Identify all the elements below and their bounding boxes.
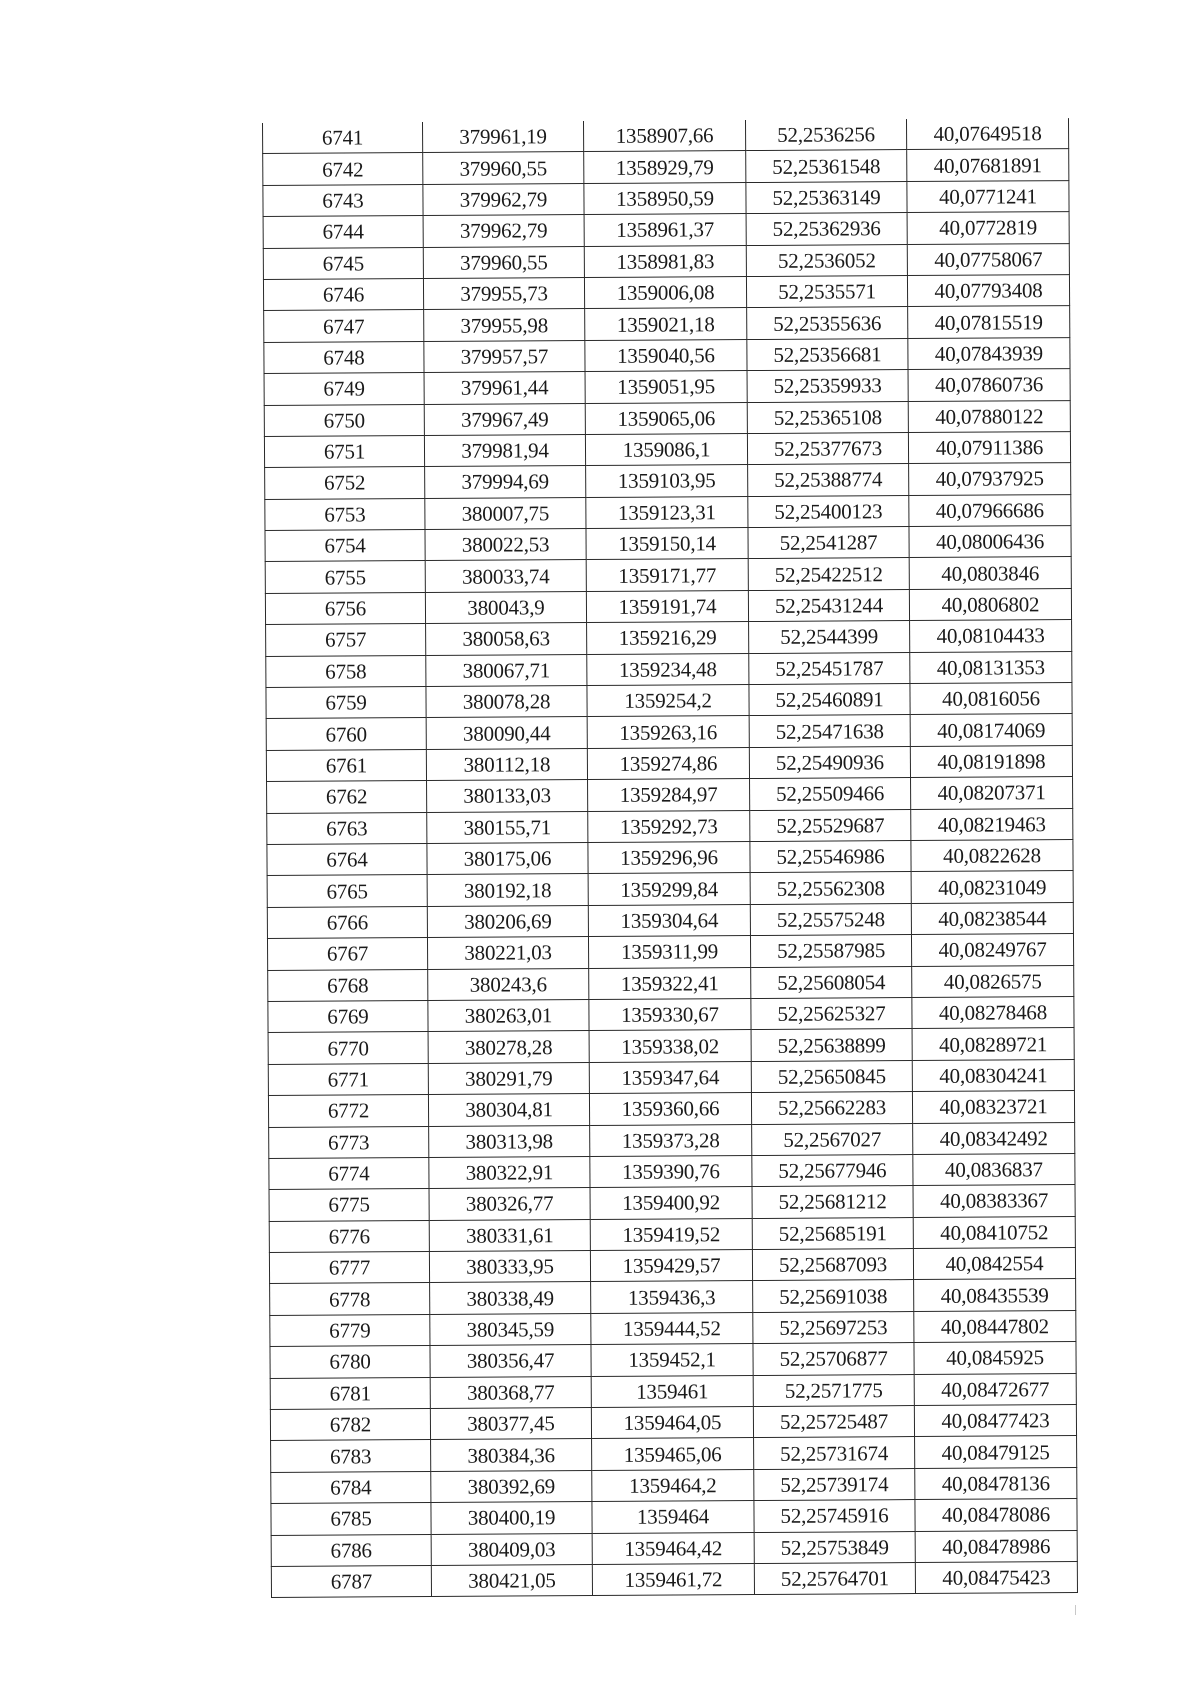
y-coordinate-cell: 1359452,1 [591,1344,753,1376]
latitude-cell: 52,25546986 [750,841,911,873]
y-coordinate-cell: 1359234,48 [587,653,749,685]
latitude-cell: 52,25662283 [751,1092,912,1124]
longitude-cell: 40,0845925 [914,1342,1076,1374]
y-coordinate-cell: 1359464,05 [591,1407,753,1439]
latitude-cell: 52,25562308 [750,872,911,904]
x-coordinate-cell: 379960,55 [423,246,584,278]
latitude-cell: 52,25509466 [750,778,911,810]
x-coordinate-cell: 379955,98 [424,309,585,341]
table-row [263,275,1069,311]
y-coordinate-cell: 1359254,2 [587,685,749,717]
y-coordinate-cell: 1359330,67 [589,998,751,1030]
point-number-cell: 6750 [264,404,424,436]
latitude-cell: 52,25753849 [754,1531,915,1563]
y-coordinate-cell: 1359103,95 [586,465,748,497]
coordinates-table-body [263,118,1078,1598]
x-coordinate-cell: 379957,57 [424,340,585,372]
y-coordinate-cell: 1359216,29 [587,622,749,654]
longitude-cell: 40,08238544 [911,902,1073,934]
x-coordinate-cell: 380368,77 [430,1376,591,1408]
longitude-cell: 40,08478086 [915,1499,1077,1531]
table-row [263,149,1069,185]
latitude-cell: 52,25575248 [750,903,911,935]
latitude-cell: 52,25587985 [750,935,911,967]
x-coordinate-cell: 380175,06 [427,843,588,875]
longitude-cell: 40,08435539 [914,1279,1076,1311]
y-coordinate-cell: 1359006,08 [584,276,746,308]
x-coordinate-cell: 380090,44 [426,717,587,749]
y-coordinate-cell: 1359311,99 [588,936,750,968]
longitude-cell: 40,0806802 [909,588,1071,620]
y-coordinate-cell: 1359461,72 [592,1563,754,1595]
table-row [271,1530,1077,1566]
y-coordinate-cell: 1359347,64 [589,1061,751,1093]
point-number-cell: 6746 [263,278,423,310]
latitude-cell: 52,25361548 [746,150,907,182]
latitude-cell: 52,25745916 [754,1500,915,1532]
longitude-cell: 40,07649518 [906,118,1068,150]
table-row [264,337,1070,373]
table-row [264,306,1070,342]
table-row [265,588,1071,624]
x-coordinate-cell: 380206,69 [427,905,588,937]
table-row [270,1342,1076,1378]
table-row [270,1279,1076,1315]
y-coordinate-cell: 1359461 [591,1375,753,1407]
latitude-cell: 52,25697253 [753,1311,914,1343]
latitude-cell: 52,25431244 [748,589,909,621]
latitude-cell: 52,2571775 [753,1374,914,1406]
y-coordinate-cell: 1359419,52 [590,1218,752,1250]
point-number-cell: 6781 [270,1377,430,1409]
table-row [269,1248,1075,1284]
x-coordinate-cell: 380033,74 [425,560,586,592]
point-number-cell: 6758 [266,655,426,687]
longitude-cell: 40,0822628 [911,840,1073,872]
latitude-cell: 52,25625327 [751,997,912,1029]
latitude-cell: 52,25356681 [747,338,908,370]
point-number-cell: 6761 [266,749,426,781]
x-coordinate-cell: 380345,59 [430,1313,591,1345]
latitude-cell: 52,25725487 [753,1406,914,1438]
table-row [267,840,1073,876]
table-row [263,180,1069,216]
longitude-cell: 40,07843939 [908,337,1070,369]
y-coordinate-cell: 1359464,2 [592,1469,754,1501]
point-number-cell: 6767 [267,938,427,970]
table-row [266,683,1072,719]
table-row [268,965,1074,1001]
x-coordinate-cell: 379981,94 [424,434,585,466]
point-number-cell: 6779 [270,1314,430,1346]
table-row [263,212,1069,248]
x-coordinate-cell: 380058,63 [426,623,587,655]
longitude-cell: 40,07937925 [909,463,1071,495]
x-coordinate-cell: 380263,01 [428,999,589,1031]
y-coordinate-cell: 1359263,16 [587,716,749,748]
point-number-cell: 6783 [271,1440,431,1472]
table-row [263,118,1069,154]
point-number-cell: 6745 [263,247,423,279]
x-coordinate-cell: 380067,71 [426,654,587,686]
x-coordinate-cell: 380384,36 [431,1439,592,1471]
latitude-cell: 52,25731674 [754,1437,915,1469]
y-coordinate-cell: 1359338,02 [589,1030,751,1062]
longitude-cell: 40,08278468 [912,996,1074,1028]
y-coordinate-cell: 1359464 [592,1501,754,1533]
x-coordinate-cell: 380133,03 [427,780,588,812]
latitude-cell: 52,25764701 [754,1563,915,1595]
point-number-cell: 6772 [268,1095,428,1127]
x-coordinate-cell: 380326,77 [429,1188,590,1220]
point-number-cell: 6771 [268,1063,428,1095]
longitude-cell: 40,07758067 [907,243,1069,275]
point-number-cell: 6757 [266,624,426,656]
scan-mark [1075,1605,1076,1615]
y-coordinate-cell: 1359040,56 [585,339,747,371]
latitude-cell: 52,2544399 [749,621,910,653]
longitude-cell: 40,07966686 [909,494,1071,526]
y-coordinate-cell: 1359021,18 [585,308,747,340]
latitude-cell: 52,25422512 [748,558,909,590]
point-number-cell: 6774 [269,1157,429,1189]
longitude-cell: 40,0803846 [909,557,1071,589]
point-number-cell: 6744 [263,216,423,248]
x-coordinate-cell: 380338,49 [430,1282,591,1314]
table-row [265,557,1071,593]
point-number-cell: 6751 [264,435,424,467]
point-number-cell: 6780 [270,1346,430,1378]
y-coordinate-cell: 1358981,83 [584,245,746,277]
y-coordinate-cell: 1359086,1 [585,433,747,465]
table-row [269,1185,1075,1221]
table-row [264,369,1070,405]
latitude-cell: 52,25490936 [749,746,910,778]
table-row [271,1499,1077,1535]
x-coordinate-cell: 380313,98 [429,1125,590,1157]
longitude-cell: 40,08231049 [911,871,1073,903]
y-coordinate-cell: 1359373,28 [590,1124,752,1156]
y-coordinate-cell: 1359065,06 [585,402,747,434]
x-coordinate-cell: 379961,44 [424,372,585,404]
x-coordinate-cell: 380421,05 [431,1564,592,1596]
table-row [266,745,1072,781]
x-coordinate-cell: 380221,03 [427,937,588,969]
latitude-cell: 52,2536052 [746,244,907,276]
point-number-cell: 6762 [267,781,427,813]
latitude-cell: 52,25363149 [746,181,907,213]
y-coordinate-cell: 1359051,95 [585,371,747,403]
longitude-cell: 40,08383367 [913,1185,1075,1217]
latitude-cell: 52,25365108 [747,401,908,433]
table-row [270,1405,1076,1441]
longitude-cell: 40,08475423 [915,1562,1077,1594]
point-number-cell: 6773 [269,1126,429,1158]
point-number-cell: 6775 [269,1189,429,1221]
y-coordinate-cell: 1359400,92 [590,1187,752,1219]
table-row [265,463,1071,499]
longitude-cell: 40,0826575 [912,965,1074,997]
longitude-cell: 40,08478986 [915,1530,1077,1562]
longitude-cell: 40,08472677 [914,1373,1076,1405]
longitude-cell: 40,08289721 [912,1028,1074,1060]
x-coordinate-cell: 380278,28 [428,1031,589,1063]
y-coordinate-cell: 1358929,79 [584,151,746,183]
longitude-cell: 40,07880122 [908,400,1070,432]
latitude-cell: 52,25529687 [750,809,911,841]
table-row [269,1153,1075,1189]
longitude-cell: 40,07860736 [908,369,1070,401]
point-number-cell: 6754 [265,530,425,562]
latitude-cell: 52,25377673 [747,432,908,464]
x-coordinate-cell: 380392,69 [431,1470,592,1502]
y-coordinate-cell: 1359436,3 [591,1281,753,1313]
longitude-cell: 40,07911386 [908,431,1070,463]
point-number-cell: 6743 [263,184,423,216]
longitude-cell: 40,08304241 [912,1059,1074,1091]
latitude-cell: 52,25650845 [751,1060,912,1092]
point-number-cell: 6755 [265,561,425,593]
longitude-cell: 40,08104433 [910,620,1072,652]
point-number-cell: 6765 [267,875,427,907]
longitude-cell: 40,08342492 [913,1122,1075,1154]
latitude-cell: 52,25691038 [753,1280,914,1312]
table-row [266,714,1072,750]
point-number-cell: 6748 [264,341,424,373]
table-row [264,400,1070,436]
y-coordinate-cell: 1359360,66 [589,1093,751,1125]
point-number-cell: 6777 [269,1252,429,1284]
y-coordinate-cell: 1359390,76 [590,1155,752,1187]
coordinates-table [262,118,1078,1598]
latitude-cell: 52,25706877 [753,1343,914,1375]
latitude-cell: 52,2541287 [748,527,909,559]
latitude-cell: 52,25677946 [752,1154,913,1186]
longitude-cell: 40,0771241 [907,180,1069,212]
longitude-cell: 40,07815519 [908,306,1070,338]
y-coordinate-cell: 1359444,52 [591,1312,753,1344]
y-coordinate-cell: 1359322,41 [589,967,751,999]
longitude-cell: 40,08006436 [909,526,1071,558]
x-coordinate-cell: 380400,19 [431,1502,592,1534]
y-coordinate-cell: 1359304,64 [588,904,750,936]
point-number-cell: 6741 [263,122,423,154]
table-row [269,1122,1075,1158]
y-coordinate-cell: 1359150,14 [586,528,748,560]
table-row [269,1216,1075,1252]
x-coordinate-cell: 380243,6 [428,968,589,1000]
longitude-cell: 40,08478136 [915,1467,1077,1499]
latitude-cell: 52,25608054 [751,966,912,998]
longitude-cell: 40,07793408 [907,275,1069,307]
point-number-cell: 6776 [269,1220,429,1252]
x-coordinate-cell: 380304,81 [428,1094,589,1126]
latitude-cell: 52,25359933 [747,370,908,402]
table-row [263,243,1069,279]
point-number-cell: 6753 [265,498,425,530]
y-coordinate-cell: 1359171,77 [586,559,748,591]
table-row [270,1310,1076,1346]
latitude-cell: 52,2535571 [746,276,907,308]
latitude-cell: 52,25638899 [751,1029,912,1061]
x-coordinate-cell: 380192,18 [427,874,588,906]
latitude-cell: 52,25685191 [752,1217,913,1249]
longitude-cell: 40,08410752 [913,1216,1075,1248]
x-coordinate-cell: 379961,19 [422,121,583,153]
y-coordinate-cell: 1359123,31 [586,496,748,528]
x-coordinate-cell: 380043,9 [425,591,586,623]
table-row [271,1436,1077,1472]
latitude-cell: 52,25362936 [746,213,907,245]
x-coordinate-cell: 380078,28 [426,686,587,718]
point-number-cell: 6787 [271,1565,431,1597]
x-coordinate-cell: 380333,95 [429,1251,590,1283]
longitude-cell: 40,08447802 [914,1310,1076,1342]
x-coordinate-cell: 380155,71 [427,811,588,843]
point-number-cell: 6782 [270,1409,430,1441]
x-coordinate-cell: 379994,69 [425,466,586,498]
latitude-cell: 52,25681212 [752,1186,913,1218]
point-number-cell: 6742 [263,153,423,185]
point-number-cell: 6784 [271,1471,431,1503]
table-row [266,651,1072,687]
longitude-cell: 40,08479125 [915,1436,1077,1468]
point-number-cell: 6759 [266,687,426,719]
y-coordinate-cell: 1358907,66 [583,120,745,152]
table-row [267,808,1073,844]
table-row [271,1467,1077,1503]
x-coordinate-cell: 380112,18 [426,748,587,780]
x-coordinate-cell: 379962,79 [423,215,584,247]
longitude-cell: 40,08191898 [910,745,1072,777]
latitude-cell: 52,25460891 [749,684,910,716]
table-row [271,1562,1077,1598]
longitude-cell: 40,07681891 [907,149,1069,181]
y-coordinate-cell: 1359284,97 [588,779,750,811]
longitude-cell: 40,08249767 [911,934,1073,966]
point-number-cell: 6785 [271,1503,431,1535]
point-number-cell: 6778 [270,1283,430,1315]
table-row [268,1028,1074,1064]
table-row [267,871,1073,907]
table-row [264,431,1070,467]
point-number-cell: 6768 [268,969,428,1001]
table-row [268,996,1074,1032]
y-coordinate-cell: 1359429,57 [590,1250,752,1282]
y-coordinate-cell: 1358961,37 [584,214,746,246]
point-number-cell: 6770 [268,1032,428,1064]
latitude-cell: 52,2536256 [745,119,906,151]
latitude-cell: 52,25739174 [754,1468,915,1500]
point-number-cell: 6752 [265,467,425,499]
point-number-cell: 6747 [264,310,424,342]
y-coordinate-cell: 1359299,84 [588,873,750,905]
table-row [267,934,1073,970]
y-coordinate-cell: 1359465,06 [592,1438,754,1470]
latitude-cell: 52,25451787 [749,652,910,684]
x-coordinate-cell: 379960,55 [423,152,584,184]
x-coordinate-cell: 380331,61 [429,1219,590,1251]
latitude-cell: 52,25471638 [749,715,910,747]
y-coordinate-cell: 1359296,96 [588,842,750,874]
x-coordinate-cell: 380291,79 [428,1062,589,1094]
x-coordinate-cell: 380007,75 [425,497,586,529]
x-coordinate-cell: 380322,91 [429,1156,590,1188]
y-coordinate-cell: 1358950,59 [584,182,746,214]
point-number-cell: 6764 [267,843,427,875]
longitude-cell: 40,08323721 [912,1091,1074,1123]
table-row [268,1059,1074,1095]
x-coordinate-cell: 380022,53 [425,529,586,561]
table-row [268,1091,1074,1127]
x-coordinate-cell: 379967,49 [424,403,585,435]
point-number-cell: 6756 [265,592,425,624]
latitude-cell: 52,25388774 [748,464,909,496]
point-number-cell: 6763 [267,812,427,844]
latitude-cell: 52,2567027 [752,1123,913,1155]
table-row [267,777,1073,813]
point-number-cell: 6749 [264,373,424,405]
latitude-cell: 52,25687093 [752,1249,913,1281]
x-coordinate-cell: 379962,79 [423,183,584,215]
longitude-cell: 40,08477423 [914,1405,1076,1437]
longitude-cell: 40,0772819 [907,212,1069,244]
y-coordinate-cell: 1359191,74 [586,590,748,622]
table-row [270,1373,1076,1409]
longitude-cell: 40,08174069 [910,714,1072,746]
x-coordinate-cell: 379955,73 [423,277,584,309]
x-coordinate-cell: 380409,03 [431,1533,592,1565]
point-number-cell: 6760 [266,718,426,750]
point-number-cell: 6769 [268,1000,428,1032]
y-coordinate-cell: 1359274,86 [587,747,749,779]
table-row [267,902,1073,938]
table-row [265,494,1071,530]
longitude-cell: 40,08131353 [910,651,1072,683]
point-number-cell: 6766 [267,906,427,938]
x-coordinate-cell: 380377,45 [430,1408,591,1440]
longitude-cell: 40,0842554 [913,1248,1075,1280]
table-row [265,526,1071,562]
latitude-cell: 52,25400123 [748,495,909,527]
y-coordinate-cell: 1359292,73 [588,810,750,842]
table-row [266,620,1072,656]
point-number-cell: 6786 [271,1534,431,1566]
longitude-cell: 40,08219463 [911,808,1073,840]
latitude-cell: 52,25355636 [747,307,908,339]
longitude-cell: 40,08207371 [911,777,1073,809]
y-coordinate-cell: 1359464,42 [592,1532,754,1564]
longitude-cell: 40,0836837 [913,1153,1075,1185]
x-coordinate-cell: 380356,47 [430,1345,591,1377]
longitude-cell: 40,0816056 [910,683,1072,715]
